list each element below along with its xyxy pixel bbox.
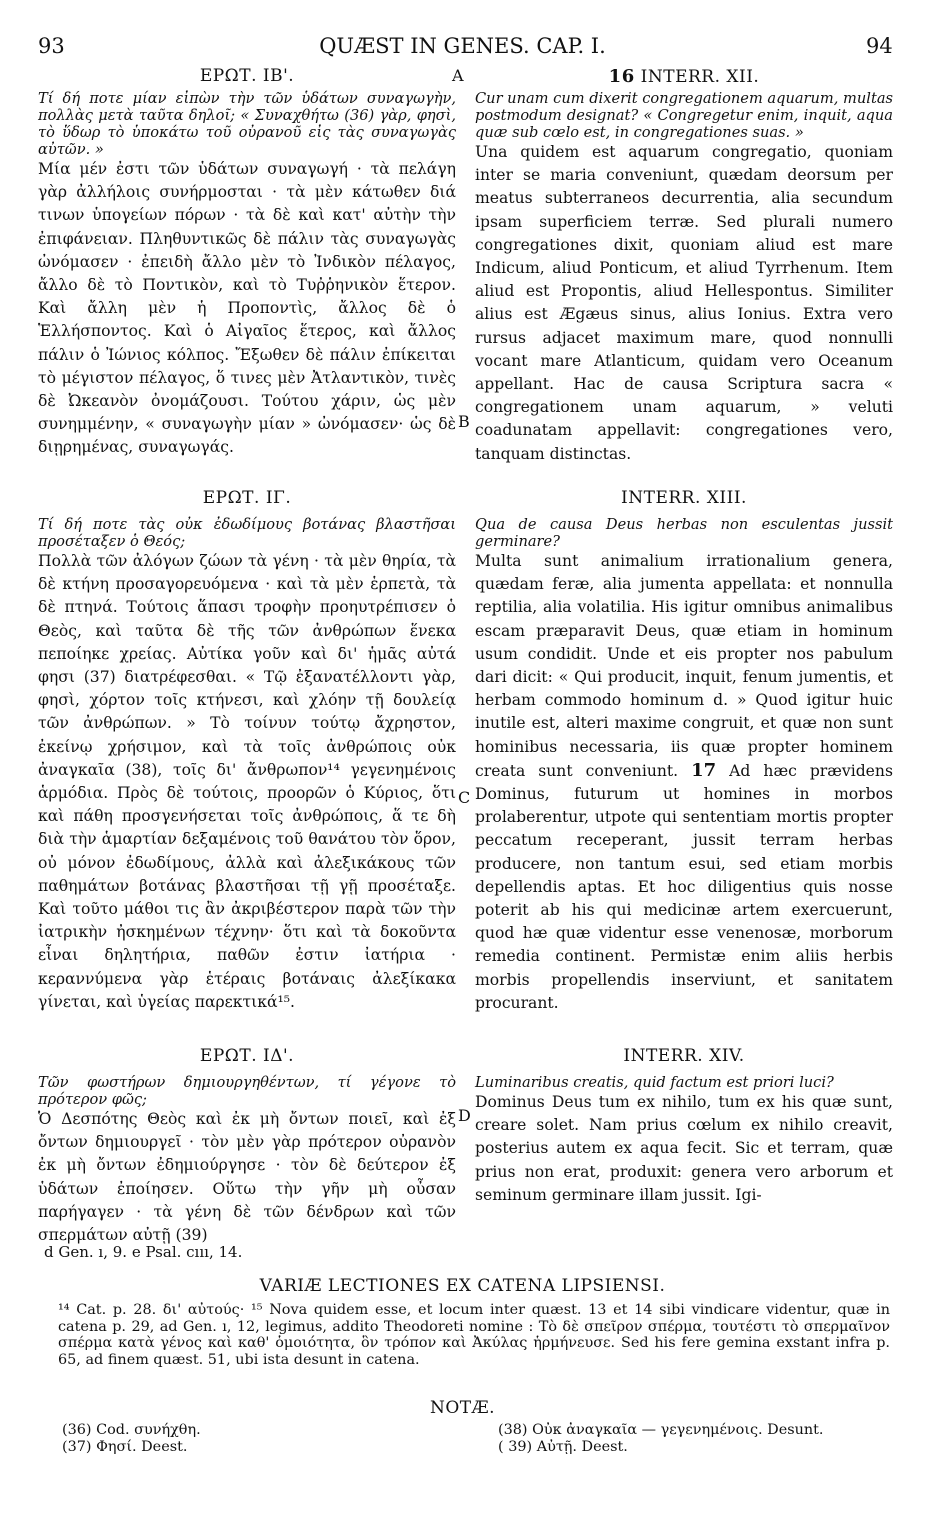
greek-column-12 [38,90,456,460]
margin-letter-b: B [458,412,470,431]
note-39: ( 39) Αὐτῇ. Deest. [498,1438,628,1455]
latin-column-13 [475,516,893,1015]
latin-body-12: Una quidem est aquarum congregatio, quoniam inter se maria conveniunt, quædam deorsum per meatus subterraneos decurrentia, alia secundum ipsam superficiem terræ. Sed plurali numero congregationes dixit, quoniam aliud est mare Indicum, aliud Ponticum, et aliud Tyrrhenum. Item aliud est Propontis, aliud Hellespontus. Similiter alius est Ægæus sinus, alius Ionius. Extra vero rursus adjacet maximum mare, quod nonnulli vocant mare Atlanticum, quidam vero Oceanum appellant. Hac de causa Scriptura sacra « congregationem unam aquarum, » veluti coadunatam appellavit: congregationes vero, tanquam distinctas. [475,143,893,463]
latin-column-14 [475,1074,893,1207]
latin-body-13: Multa sunt animalium irrationalium genera, quædam feræ, alia jumenta appellata: et nonnulla reptilia, alia volatilia. His igitur omnibus animalibus escam præparavit Deus, quæ etiam in hominum usum condidit. Unde et eis propter nos pabulum dari dicit: « Qui producit, inquit, fenum jumentis, et herbam commodo hominum d. » Quod igitur huic inutile est, alteri maxime congruit, et quæ non sunt hominibus necessaria, iis quæ propter hominem creata sunt conveniunt. [475,552,893,780]
page-number-left: 93 [38,34,65,58]
greek-body-14: Ὁ Δεσπότης Θεὸς καὶ ἐκ μὴ ὄντων ποιεῖ, καὶ ἐξ ὄντων δημιουργεῖ · τὸν μὲν γὰρ πρότερον οὐρανὸν ἐκ μὴ ὄντων ἐδημιούργησε · τὸν δὲ δεύτερον ἐξ ὑδάτων ἐποίησεν. Οὕτω τὴν γῆν μὴ οὖσαν παρήγαγεν · τὰ γένη δὲ τῶν δένδρων καὶ τῶν σπερμάτων αὐτῇ (39) [38,1110,456,1245]
column-number-16: 16 [608,66,635,87]
greek-heading-13: ΕΡΩΤ. ΙΓ. [202,488,292,508]
column-number-17: 17 [691,759,717,781]
notae-left [62,1422,201,1455]
greek-question-12: Τί δή ποτε μίαν εἰπὼν τὴν τῶν ὑδάτων συναγωγὴν, πολλὰς μετὰ ταῦτα δηλοῖ; « Συναχθήτω (36) γὰρ, φησὶ, τὸ ὕδωρ τὸ ὑποκάτω τοῦ οὐρανοῦ εἰς τὰς συναγωγὰς αὐτῶν. » [38,90,456,158]
latin-question-13: Qua de causa Deus herbas non esculentas jussit germinare? [475,516,893,550]
running-title: QUÆST IN GENES. CAP. I. [319,34,606,58]
margin-letter-a: A [452,66,464,85]
latin-heading-12-text: INTERR. XII. [640,67,760,87]
greek-column-14 [38,1074,456,1247]
scripture-references: d Gen. ı, 9. e Psal. cııı, 14. [44,1243,243,1261]
greek-question-13: Τί δή ποτε τὰς οὐκ ἐδωδίμους βοτάνας βλαστῆσαι προσέταξεν ὁ Θεός; [38,516,456,550]
note-38: (38) Οὐκ ἀναγκαῖα — γεγενημένοις. Desunt. [498,1422,824,1438]
latin-body-13-cont: Ad hæc prævidens Dominus, futurum ut homines in morbos prolaberentur, utpote qui sententiam mortis propter peccatum receperant, jussit terram herbas producere, non tantum esui, sed etiam morbis depellendis aptas. Et hoc diligentius quis nosse poterit ab his qui medicinæ artem exercuerunt, quod hæ quæ videntur esse venenosæ, morborum remedia continent. Permistæ enim aliis herbis morbis propellendis inserviunt, et sanitatem procurant. [475,761,893,1012]
latin-body-14: Dominus Deus tum ex nihilo, tum ex his quæ sunt, creare solet. Nam prius cœlum ex nihilo creavit, posterius autem ex aqua fecit. Sic et terram, quæ prius non erat, produxit: genera vero arborum et seminum germinare illam jussit. Igi- [475,1093,893,1204]
page-number-right: 94 [866,34,893,58]
latin-heading-14: INTERR. XIV. [623,1046,745,1066]
greek-body-12: Μία μέν ἐστι τῶν ὑδάτων συναγωγή · τὰ πελάγη γὰρ ἀλλήλοις συνήρμοσται · τὰ μὲν κάτωθεν διά τινων ὑπογείων πόρων · τὰ δὲ καὶ κατ' αὐτὴν τὴν ἐπιφάνειαν. Πληθυντικῶς δὲ πάλιν τὰς συναγωγὰς ὠνόμασεν · ἐπειδὴ ἄλλο μὲν τὸ Ἰνδικὸν πέλαγος, ἄλλο δὲ τὸ Ποντικὸν, καὶ τὸ Τυῤῥηνικὸν ἕτερον. Καὶ ἄλλη μὲν ἡ Προποντὶς, ἄλλος δὲ ὁ Ἑλλήσποντος. Καὶ ὁ Αἰγαῖος ἕτερος, καὶ ἄλλος πάλιν ὁ Ἰώνιος κόλπος. Ἔξωθεν δὲ πάλιν ἐπίκειται τὸ μέγιστον πέλαγος, ὅ τινες μὲν Ἀτλαντικὸν, τινὲς δὲ Ὠκεανὸν ὀνομάζουσι. Τούτου χάριν, ὡς μὲν συνημμένην, « συναγωγὴν μίαν » ὠνόμασεν· ὡς δὲ διῃρημένας, συναγωγάς. [38,160,456,457]
latin-question-12: Cur unam cum dixerit congregationem aquarum, multas postmodum designat? « Congregetur enim, inquit, aqua quæ sub cœlo est, in congregationes suas. » [475,90,894,141]
latin-heading-12 [475,66,893,87]
notae-right [498,1422,824,1455]
variae-heading: VARIÆ LECTIONES EX CATENA LIPSIENSI. [259,1276,666,1296]
greek-question-14: Τῶν φωστήρων δημιουργηθέντων, τί γέγονε τὸ πρότερον φῶς; [38,1074,456,1108]
greek-heading-12: ΕΡΩΤ. ΙΒ'. [199,66,295,86]
latin-question-14: Luminaribus creatis, quid factum est priori luci? [475,1074,834,1091]
latin-heading-13: INTERR. XIII. [621,488,747,508]
greek-column-13 [38,516,456,1014]
greek-heading-14: ΕΡΩΤ. ΙΔ'. [199,1046,295,1066]
variae-text: ¹⁴ Cat. p. 28. δι' αὐτούς· ¹⁵ Nova quidem esse, et locum inter quæst. 13 et 14 sibi vindicare videntur, quæ in catena p. 29, ad Gen. ı, 12, legimus, addito Theodoreti nomine : Τὸ δὲ σπεῖρον σπέρμα, τουτέστι τὸ σπερμαῖνον σπέρμα κατὰ γένος καὶ καθ' ὁμοιότητα, ὃν τρόπον καὶ Ἀκύλας ἡρμήνευσε. Sed his fere gemina exstant infra p. 65, ad finem quæst. 51, ubi ista desunt in catena. [58,1302,890,1368]
notae-heading: NOTÆ. [429,1398,496,1418]
greek-body-13: Πολλὰ τῶν ἀλόγων ζώων τὰ γένη · τὰ μὲν θηρία, τὰ δὲ κτήνη προσαγορευόμενα · καὶ τὰ μὲν ἑρπετὰ, τὰ δὲ πτηνά. Τούτοις ἅπασι τροφὴν προηυτρέπισεν ὁ Θεὸς, καὶ ταῦτα δὲ τῆς τῶν ἀνθρώπων ἕνεκα πεποίηκε χρείας. Αὐτίκα γοῦν καὶ δι' ἡμᾶς αὐτά φησι (37) διατρέφεσθαι. « Τῷ ἐξανατέλλοντι γὰρ, φησὶ, χόρτον τοῖς κτήνεσι, καὶ χλόην τῇ δουλείᾳ τῶν ἀνθρώπων. » Τὸ τοίνυν τούτῳ ἄχρηστον, ἐκείνῳ χρήσιμον, καὶ τὰ τοῖς ἀνθρώποις οὐκ ἀναγκαῖα (38), τοῖς δι' ἄνθρωπον¹⁴ γεγενημένοις ἁρμόδια. Πρὸς δὲ τούτοις, προορῶν ὁ Κύριος, ὅτι καὶ πάθη προσγενήσεται τοῖς ἀνθρώποις, ἅ τε δὴ διὰ τὴν ἁμαρτίαν δεξαμένοις τοῦ θανάτου τὸν ὅρον, οὐ μόνον ἐδωδίμους, ἀλλὰ καὶ ἀλεξικάκους τῶν παθημάτων βοτάνας βλαστῆσαι τῇ γῇ προσέταξε. Καὶ τοῦτο μάθοι τις ἂν ἀκριβέστερον παρὰ τῶν τὴν ἰατρικὴν ἠσκημένων τέχνην· ὅτι καὶ τὰ δοκοῦντα εἶναι δηλητήρια, παθῶν ἐστιν ἰατήρια · κεραννύμενα γὰρ ἑτέραις βοτάναις ἀλεξίκακα γίνεται, καὶ ὑγείας παρεκτικά¹⁵. [38,552,456,1011]
margin-letter-c: C [458,788,471,807]
latin-body-13-wrap [475,550,893,1015]
margin-letter-d: D [458,1106,471,1125]
note-37: (37) Φησί. Deest. [62,1438,188,1455]
note-36: (36) Cod. συνήχθη. [62,1422,201,1438]
latin-column-12 [475,90,893,466]
